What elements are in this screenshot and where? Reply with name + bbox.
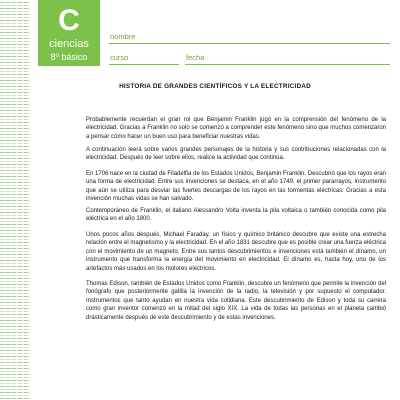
subject-logo (38, 0, 100, 66)
paragraph-intro: Probablemente recuerdan el gran rol que Benjamin Franklin jugó en la comprensión del fenómeno de la electricidad. Gracias a Franklin no solo se comenzó a comprender este fenómeno sino que muchos comenzaron a pensar cómo hacer un buen uso para beneficiar nuestras vidas. (86, 117, 386, 140)
name-label: nombre (110, 32, 136, 41)
decorative-stripe (0, 0, 30, 400)
date-label: fecha (186, 53, 205, 62)
course-label: curso (110, 53, 129, 62)
document-title: HISTORIA DE GRANDES CIENTÍFICOS Y LA ELECTRICIDAD (119, 83, 311, 90)
paragraph-franklin: En 1706 nace en la ciudad de Filadelfia de los Estados Unidos, Benjamin Franklin. Descubrió que los rayos eran una forma de electricidad. Entre sus invenciones se destaca, en el año 1749, el primer pararrayos, instrumento que aún se utiliza para desviar las fuertes descargas de los rayos en las tormentas eléctricas. Gracias a esta invención muchas vidas se han salvado. (86, 171, 386, 203)
paragraph-volta: Contemporáneo de Franklin, el italiano Alessandro Volta inventa la pila voltaica o también conocida como pila eléctrica en el año 1800. (86, 208, 386, 223)
paragraph-faraday: Unos pocos años después, Michael Faraday, un físico y químico británico descubre que existe una estrecha relación entre el magnetismo y la electricidad. En el año 1831 descubre que es posible crear una fuerza eléctrica con el movimiento de un magneto. Entre sus tantos descubrimientos e invenciones está también el dínamo, un instrumento que transforma la energía del movimiento en electricidad. El dínamo es, hasta hoy, uno de los artefactos más usados en los motores eléctricos. (86, 232, 386, 272)
course-field-line[interactable] (109, 64, 179, 65)
logo-letter: C (58, 4, 80, 37)
date-field-line[interactable] (185, 64, 390, 65)
name-field-line[interactable] (109, 43, 390, 44)
paragraph-edison: Thomas Edison, también de Estados Unidos como Franklin, descubre un fenómeno que permite la invención del fonógrafo que posteriormente gatilla la invención de la radio, la televisión y por supuesto el computador. Instrumentos que tanto ayudan en nuestra vida cotidiana. Este descubrimiento de Edison y toda su carrera como gran inventor comenzó en la mitad del siglo XIX. La vida de todas las personas en el planeta cambió drásticamente después de este descubrimiento y de estas invenciones. (86, 281, 386, 321)
logo-subject: ciencias (49, 38, 89, 50)
logo-grade: 8º básico (50, 52, 88, 62)
paragraph-instructions: A continuación leerá sobre varios grandes personajes de la historia y sus contribuciones relacionadas con la electricidad. Después de leer sobre ellos, realice la actividad que continúa. (86, 147, 386, 162)
